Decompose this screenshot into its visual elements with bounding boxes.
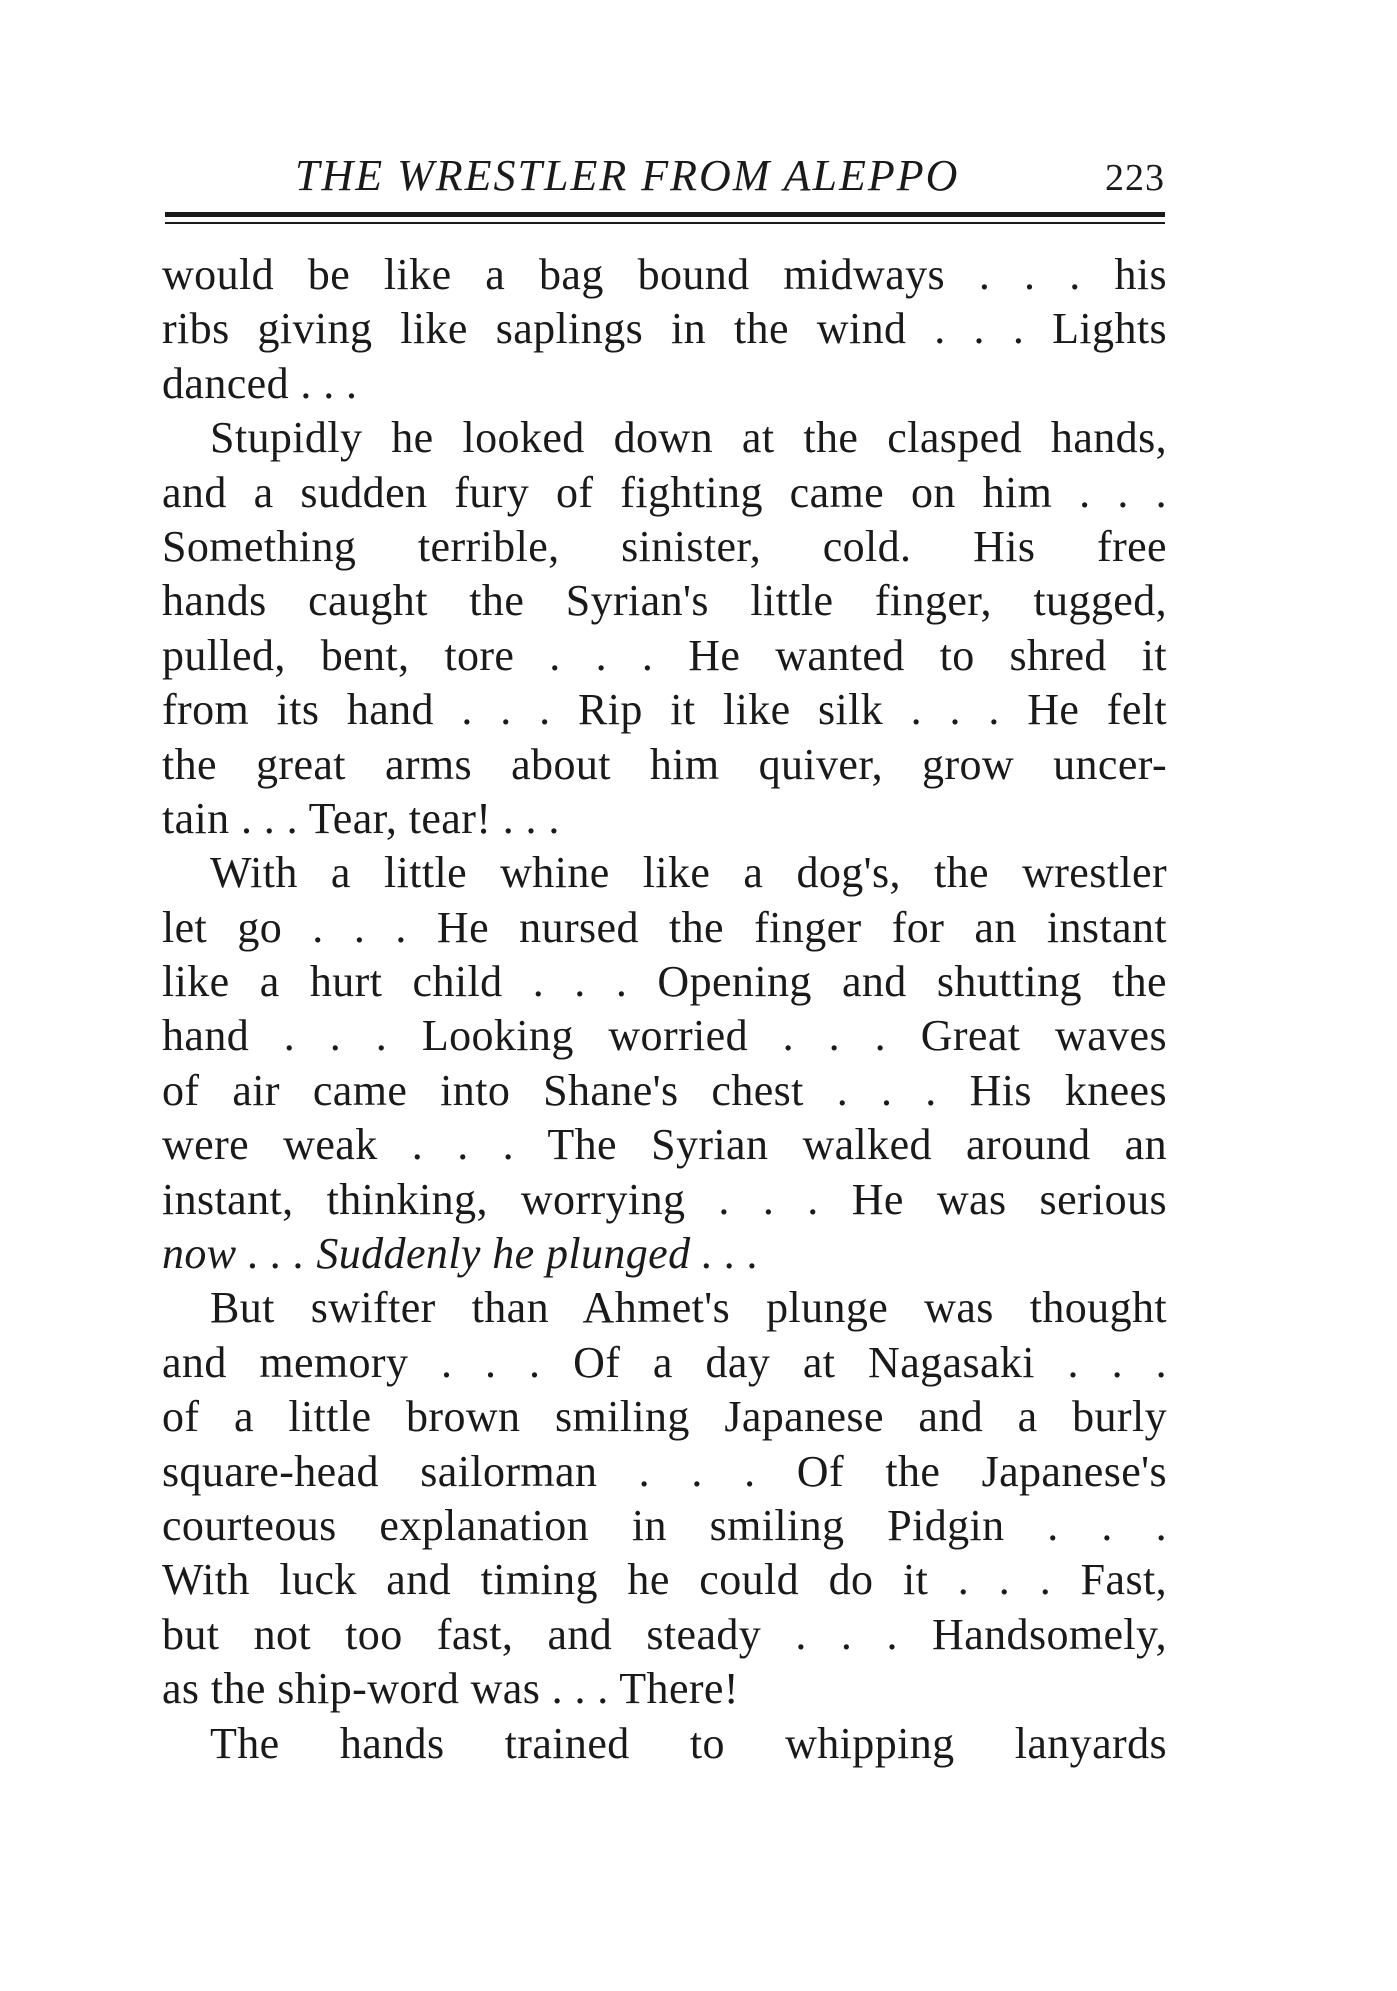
running-title: THE WRESTLER FROM ALEPPO <box>295 151 960 200</box>
running-head <box>165 150 1165 210</box>
text-line: were weak . . . The Syrian walked around an <box>162 1120 1167 1170</box>
text-line: the great arms about him quiver, grow uncer- <box>162 739 1167 789</box>
text-line: pulled, bent, tore . . . He wanted to shred it <box>162 630 1167 680</box>
text-line: but not too fast, and steady . . . Handsomely, <box>162 1609 1167 1659</box>
page-number: 223 <box>1105 157 1165 199</box>
text-line: courteous explanation in smiling Pidgin . . . <box>162 1500 1167 1550</box>
text-line: of a little brown smiling Japanese and a burly <box>162 1392 1167 1442</box>
text-line: and a sudden fury of fighting came on him . . . <box>162 467 1167 517</box>
text-line: With luck and timing he could do it . . . Fast, <box>162 1555 1167 1605</box>
header-rule-thin <box>165 222 1165 224</box>
text-line: would be like a bag bound midways . . . his <box>162 250 1167 299</box>
text-line: tain . . . Tear, tear! . . . <box>162 793 560 843</box>
paragraph-start-line: Stupidly he looked down at the clasped hands, <box>210 413 1167 463</box>
text-line: instant, thinking, worrying . . . He was serious <box>162 1174 1167 1224</box>
paragraph-start-line: But swifter than Ahmet's plunge was thought <box>210 1283 1167 1333</box>
paragraph-start-line: With a little whine like a dog's, the wrestler <box>210 848 1167 898</box>
italic-text-line: now . . . Suddenly he plunged . . . <box>162 1229 759 1279</box>
text-line: from its hand . . . Rip it like silk . . . He felt <box>162 685 1167 735</box>
text-line: hands caught the Syrian's little finger, tugged, <box>162 576 1167 626</box>
paragraph-start-line: The hands trained to whipping lanyards <box>210 1718 1167 1768</box>
text-line: Something terrible, sinister, cold. His free <box>162 521 1167 571</box>
text-line: and memory . . . Of a day at Nagasaki . . . <box>162 1337 1167 1387</box>
text-line: as the ship-word was . . . There! <box>162 1664 739 1714</box>
text-line: danced . . . <box>162 358 358 408</box>
text-line: like a hurt child . . . Opening and shutting the <box>162 957 1167 1007</box>
text-line: let go . . . He nursed the finger for an instant <box>162 902 1167 952</box>
text-line: hand . . . Looking worried . . . Great waves <box>162 1011 1167 1061</box>
body-text <box>162 248 1167 1771</box>
text-line: square-head sailorman . . . Of the Japanese's <box>162 1446 1167 1496</box>
text-line: of air came into Shane's chest . . . His knees <box>162 1065 1167 1115</box>
header-rule-thick <box>165 212 1165 217</box>
text-line: ribs giving like saplings in the wind . . . Lights <box>162 304 1167 354</box>
